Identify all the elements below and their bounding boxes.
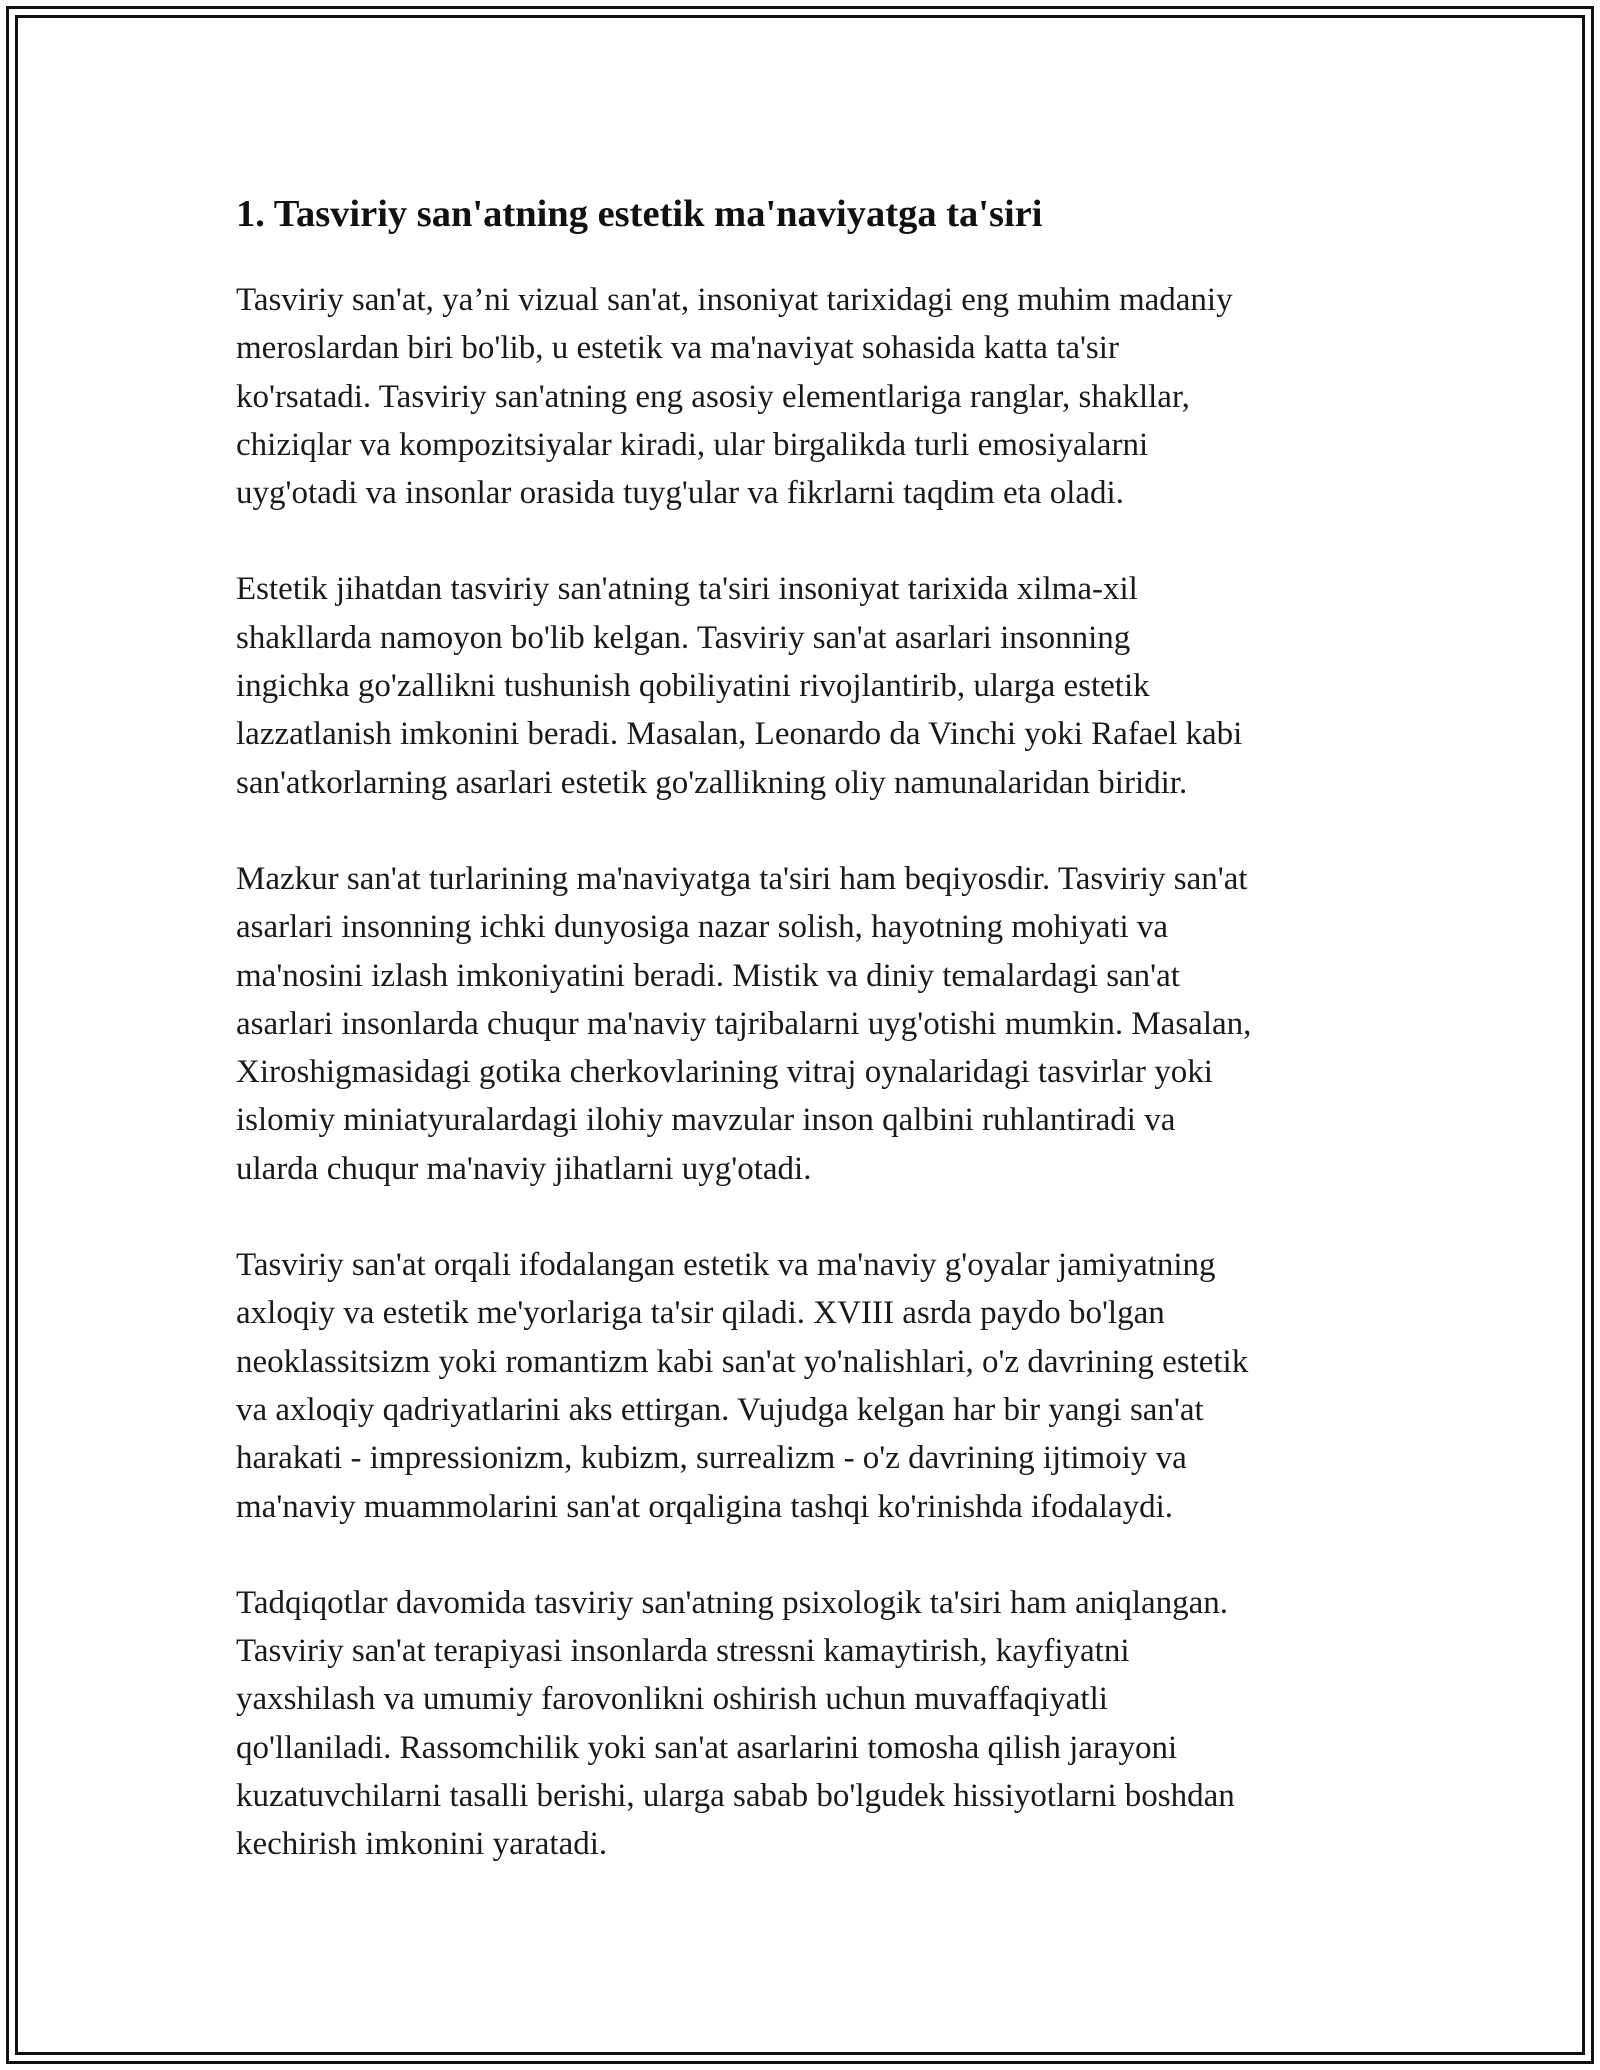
paragraph-line: ko'rsatadi. Tasviriy san'atning eng asosiy elementlariga ranglar, shakllar, [236, 378, 1190, 415]
paragraph-line: qo'llaniladi. Rassomchilik yoki san'at asarlarini tomosha qilish jarayoni [236, 1729, 1178, 1766]
paragraph-line: ularda chuqur ma'naviy jihatlarni uyg'otadi. [236, 1150, 812, 1187]
paragraph-line: shakllarda namoyon bo'lib kelgan. Tasviriy san'at asarlari insonning [236, 619, 1131, 656]
paragraph-line: asarlari insonlarda chuqur ma'naviy tajribalarni uyg'otishi mumkin. Masalan, [236, 1005, 1252, 1042]
paragraph-line: Tadqiqotlar davomida tasviriy san'atning psixologik ta'siri ham aniqlangan. [236, 1584, 1229, 1621]
paragraph-line: lazzatlanish imkonini beradi. Masalan, Leonardo da Vinchi yoki Rafael kabi [236, 716, 1243, 753]
paragraph-line: va axloqiy qadriyatlarini aks ettirgan. Vujudga kelgan har bir yangi san'at [236, 1391, 1204, 1428]
paragraph-line: Mazkur san'at turlarining ma'naviyatga ta'siri ham beqiyosdir. Tasviriy san'at [236, 860, 1248, 897]
paragraph-line: chiziqlar va kompozitsiyalar kiradi, ular birgalikda turli emosiyalarni [236, 426, 1149, 463]
paragraph [236, 1241, 1376, 1531]
paragraph-line: neoklassitsizm yoki romantizm kabi san'at yo'nalishlari, o'z davrining estetik [236, 1343, 1249, 1380]
document-body [236, 186, 1376, 1917]
paragraph-line: kechirish imkonini yaratadi. [236, 1826, 608, 1863]
paragraph-line: ingichka go'zallikni tushunish qobiliyatini rivojlantirib, ularga estetik [236, 668, 1150, 705]
paragraph-line: uyg'otadi va insonlar orasida tuyg'ular va fikrlarni taqdim eta oladi. [236, 475, 1124, 512]
paragraph-line: yaxshilash va umumiy farovonlikni oshirish uchun muvaffaqiyatli [236, 1681, 1108, 1718]
paragraph-line: asarlari insonning ichki dunyosiga nazar solish, hayotning mohiyati va [236, 909, 1169, 946]
section-title: 1. Tasviriy san'atning estetik ma'naviyatga ta'siri [236, 193, 1043, 235]
paragraph-line: Tasviriy san'at, ya’ni vizual san'at, insoniyat tarixidagi eng muhim madaniy [236, 282, 1233, 318]
paragraph-line: ma'naviy muammolarini san'at orqaligina tashqi ko'rinishda ifodalaydi. [236, 1488, 1174, 1525]
paragraph-line: san'atkorlarning asarlari estetik go'zallikning oliy namunalaridan biridir. [236, 764, 1188, 801]
paragraph [236, 855, 1376, 1193]
paragraph [236, 565, 1376, 806]
paragraph-line: kuzatuvchilarni tasalli berishi, ularga sabab bo'lgudek hissiyotlarni boshdan [236, 1778, 1235, 1815]
paragraph-line: ma'nosini izlash imkoniyatini beradi. Mistik va diniy temalardagi san'at [236, 957, 1180, 994]
paragraph-line: axloqiy va estetik me'yorlariga ta'sir qiladi. XVIII asrda paydo bo'lgan [236, 1295, 1165, 1332]
paragraph [236, 1579, 1376, 1869]
paragraph-line: Tasviriy san'at orqali ifodalangan estetik va ma'naviy g'oyalar jamiyatning [236, 1247, 1216, 1284]
paragraph [236, 276, 1376, 517]
paragraph-line: Estetik jihatdan tasviriy san'atning ta'siri insoniyat tarixida xilma-xil [236, 571, 1138, 608]
paragraph-line: Xiroshigmasidagi gotika cherkovlarining vitraj oynalaridagi tasvirlar yoki [236, 1054, 1213, 1091]
paragraph-line: islomiy miniatyuralardagi ilohiy mavzular inson qalbini ruhlantiradi va [236, 1102, 1176, 1139]
paragraph-line: harakati - impressionizm, kubizm, surrealizm - o'z davrining ijtimoiy va [236, 1440, 1187, 1477]
paragraph-line: Tasviriy san'at terapiyasi insonlarda stressni kamaytirish, kayfiyatni [236, 1633, 1130, 1670]
paragraph-line: meroslardan biri bo'lib, u estetik va ma'naviyat sohasida katta ta'sir [236, 330, 1119, 367]
